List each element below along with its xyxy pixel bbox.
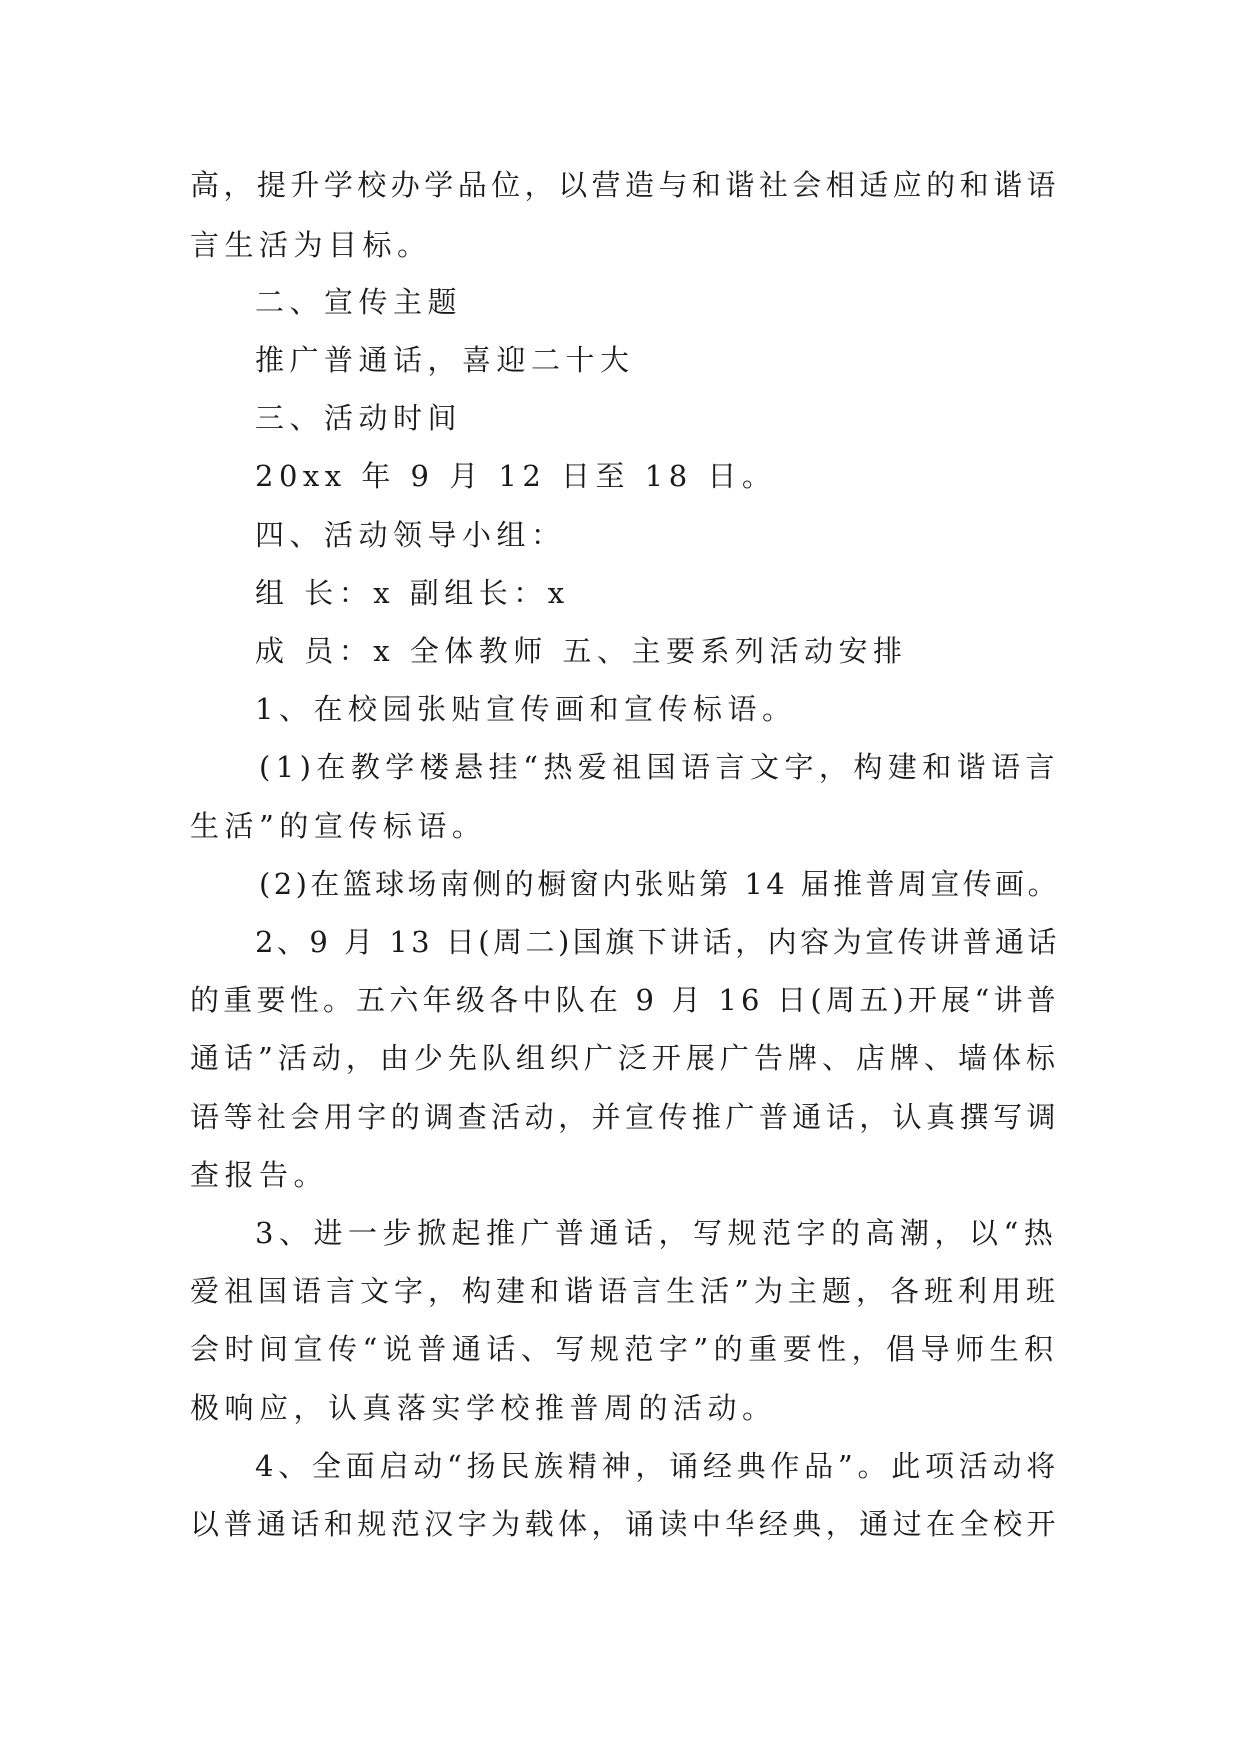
text-line: 高，提升学校办学品位，以营造与和谐社会相适应的和谐语 [190,168,1060,202]
text-line: 2、9 月 13 日(周二)国旗下讲话，内容为宣传讲普通话 [255,925,1060,959]
text-line: 4、全面启动“扬民族精神，诵经典作品”。此项活动将 [255,1449,1060,1483]
text-line: 成 员：x 全体教师 五、主要系列活动安排 [255,634,908,668]
text-line: 通话”活动，由少先队组织广泛开展广告牌、店牌、墙体标 [190,1041,1060,1075]
text-line: 以普通话和规范汉字为载体，诵读中华经典，通过在全校开 [190,1507,1060,1541]
text-line: 会时间宣传“说普通话、写规范字”的重要性，倡导师生积 [190,1332,1059,1366]
section-heading: 三、活动时间 [255,401,463,435]
text-line: 生活”的宣传标语。 [190,809,487,843]
text-line: 爱祖国语言文字，构建和谐语言生活”为主题，各班利用班 [190,1274,1060,1308]
text-line: (1)在教学楼悬挂“热爱祖国语言文字，构建和谐语言 [259,750,1060,784]
text-line: 言生活为目标。 [190,228,432,262]
text-line: 的重要性。五六年级各中队在 9 月 16 日(周五)开展“讲普 [190,983,1060,1017]
text-line: 推广普通话，喜迎二十大 [255,343,635,377]
text-line: 20xx 年 9 月 12 日至 18 日。 [255,459,777,493]
text-line: 语等社会用字的调查活动，并宣传推广普通话，认真撰写调 [190,1100,1060,1134]
text-line: (2)在篮球场南侧的橱窗内张贴第 14 届推普周宣传画。 [259,867,1060,901]
text-line: 3、进一步掀起推广普通话，写规范字的高潮，以“热 [255,1216,1059,1250]
text-line: 极响应，认真落实学校推普周的活动。 [190,1391,777,1425]
text-line: 1、在校园张贴宣传画和宣传标语。 [255,692,797,726]
text-line: 查报告。 [190,1158,329,1192]
section-heading: 二、宣传主题 [255,285,463,319]
text-line: 组 长：x 副组长：x [255,576,570,610]
section-heading: 四、活动领导小组： [255,518,566,552]
